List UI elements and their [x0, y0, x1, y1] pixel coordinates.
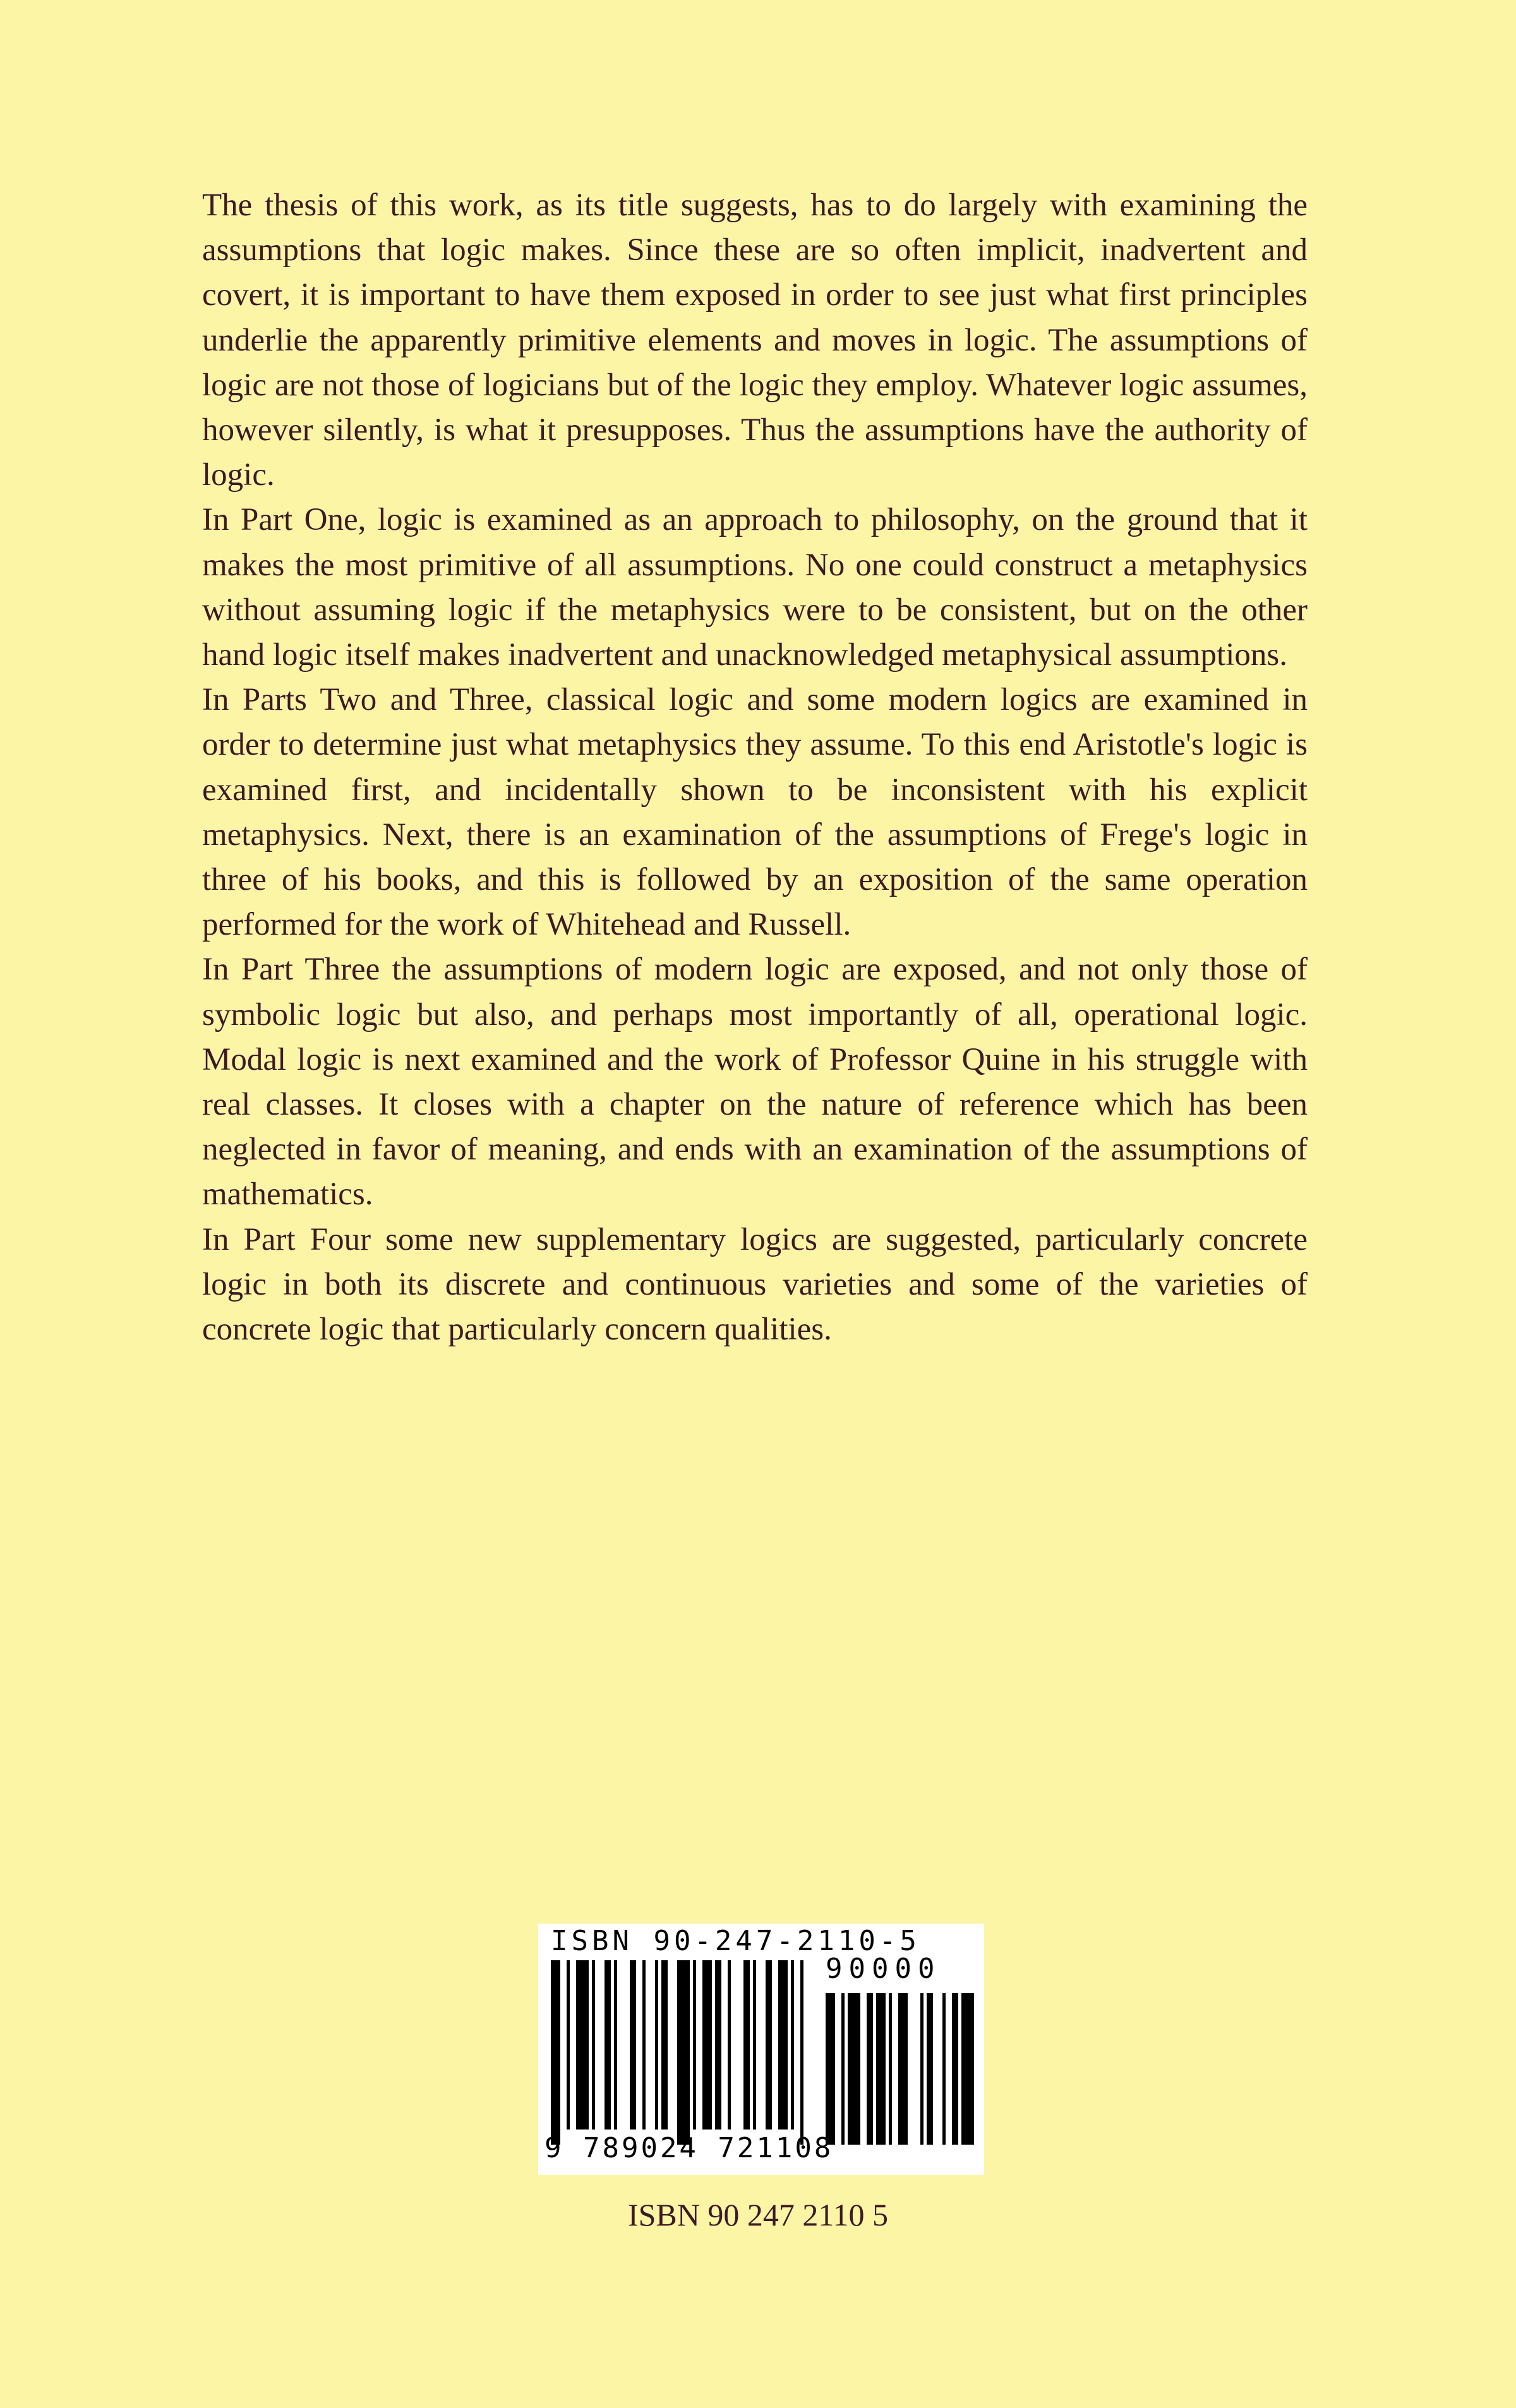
barcode-addon-digits: 90000 [826, 1953, 941, 1985]
barcode-bar [614, 1960, 617, 2129]
blurb-paragraph: In Part Three the assumptions of modern logic are exposed, and not only those of symbolic logic but also, and perhaps most importantly of all, operational logic. Modal logic is next examined and the work of Professor Quine in his struggle with real classes. It closes with a chapter on the nature of reference which has been neglected in favor of meaning, and ends with an examination of the assumptions of mathematics. [202, 952, 1308, 1213]
barcode-bar [778, 1960, 788, 2129]
isbn-footer: ISBN 90 247 2110 5 [627, 2197, 889, 2232]
barcode-addon-bar [841, 1993, 845, 2145]
barcode-bar [728, 1960, 731, 2129]
barcode-bar [800, 1960, 803, 2145]
barcode-addon-bar [920, 1993, 923, 2145]
barcode-addon-bar [942, 1993, 946, 2145]
barcode-bar [766, 1960, 772, 2129]
barcode-addon-bar [889, 1993, 892, 2145]
barcode-bar [743, 1960, 750, 2129]
barcode-addon-bar [848, 1993, 860, 2145]
isbn-barcode [538, 1924, 984, 2175]
barcode-bar [592, 1960, 595, 2129]
barcode-bar [677, 1960, 690, 2145]
barcode-addon-bar [927, 1993, 933, 2145]
barcode-addon-bar [867, 1993, 873, 2145]
barcode-bar [576, 1960, 589, 2129]
blurb-paragraph: In Parts Two and Three, classical logic and some modern logics are examined in order to determine just what metaphysics they assume. To this end Aristotle's logic is examined first, and incidentally shown to be inconsistent with his explicit metaphysics. Next, there is an examination of the assumptions of Frege's logic in three of his books, and this is followed by an exposition of the same operation performed for the work of Whitehead and Russell. [202, 682, 1308, 943]
barcode-addon-bar [876, 1993, 886, 2145]
barcode-bar [753, 1960, 756, 2129]
barcode-addon-bar [961, 1993, 974, 2145]
barcode-bar [642, 1960, 646, 2129]
barcode-bar [551, 1960, 560, 2145]
barcode-bar [693, 1960, 696, 2129]
barcode-bar [702, 1960, 712, 2129]
barcode-addon-bar [952, 1993, 958, 2145]
barcode-bar [715, 1960, 721, 2129]
barcode-addon-bar [898, 1993, 908, 2145]
barcode-bar [605, 1960, 611, 2129]
barcode-bar [655, 1960, 658, 2129]
barcode-addon-bar [826, 1993, 835, 2145]
back-cover-blurb [202, 183, 1308, 1352]
barcode-bar [661, 1960, 668, 2129]
blurb-paragraph: The thesis of this work, as its title suggests, has to do largely with examining the assumptions that logic makes. Since these are so often implicit, inadvertent and covert, it is important to have them exposed in order to see just what first principles underlie the apparently primitive elements and moves in logic. The assumptions of logic are not those of logicians but of the logic they employ. Whatever logic assumes, however silently, is what it presupposes. Thus the assumptions have the authority of logic. [202, 188, 1308, 493]
barcode-bar [567, 1960, 570, 2129]
blurb-paragraph: In Part Four some new supplementary logics are suggested, particularly concrete logic in both its discrete and continuous varieties and some of the varieties of concrete logic that particularly concern qualities. [202, 1221, 1308, 1348]
barcode-bar [630, 1960, 636, 2129]
barcode-bar [791, 1960, 794, 2129]
barcode-isbn-label: ISBN 90-247-2110-5 [551, 1925, 920, 1957]
blurb-paragraph: In Part One, logic is examined as an approach to philosophy, on the ground that it makes the most primitive of all assumptions. No one could construct a metaphysics without assuming logic if the metaphysics were to be consistent, but on the other hand logic itself makes inadvertent and unacknowledged metaphysical assumptions. [202, 502, 1308, 673]
barcode-ean-digits: 9 789024 721108 [544, 2132, 834, 2164]
